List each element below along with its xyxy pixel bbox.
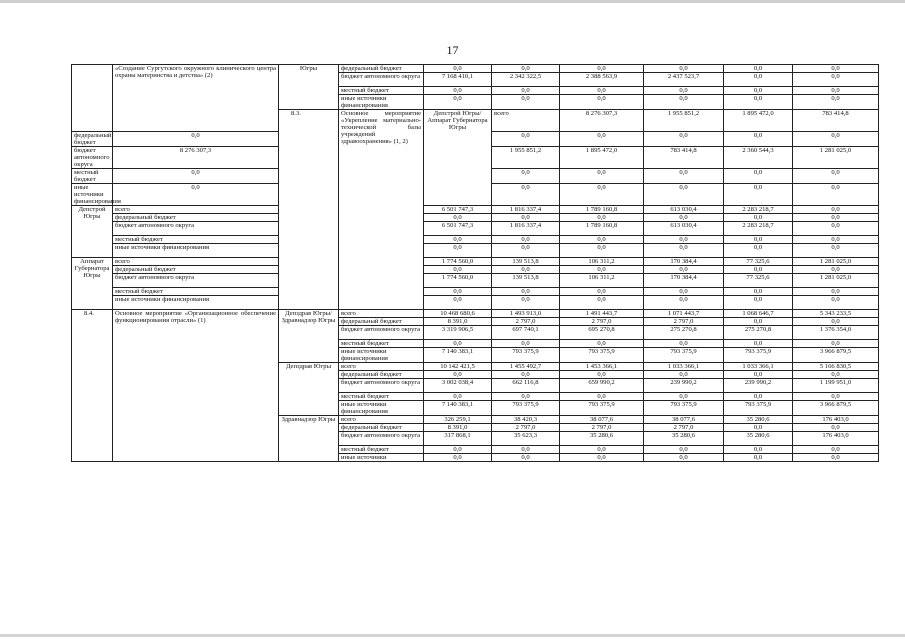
amount-cell: 0,0	[560, 393, 644, 401]
amount-cell: 0,0	[724, 184, 793, 206]
amount-cell: 793 375,9	[644, 348, 724, 363]
amount-cell: 0,0	[492, 87, 560, 95]
funding-source: федеральный бюджет	[339, 65, 424, 73]
scan-top-edge	[0, 0, 905, 3]
amount-cell: 7 140 383,1	[424, 401, 492, 416]
amount-cell: 0,0	[724, 371, 793, 379]
amount-cell: 0,0	[793, 454, 879, 462]
amount-cell: 662 116,8	[492, 379, 560, 393]
funding-source: всего	[339, 310, 424, 318]
funding-source: местный бюджет	[339, 393, 424, 401]
amount-cell: 0,0	[724, 95, 793, 110]
amount-cell: 0,0	[724, 424, 793, 432]
amount-cell: 0,0	[644, 214, 724, 222]
funding-source: иные источники финансирования	[113, 296, 279, 310]
table-body	[72, 65, 879, 462]
amount-cell: 2 360 544,3	[724, 147, 793, 169]
amount-cell: 1 376 354,0	[793, 326, 879, 340]
funding-source: федеральный бюджет	[113, 214, 279, 222]
amount-cell: 783 414,8	[644, 147, 724, 169]
table-row	[72, 288, 879, 296]
funding-source: местный бюджет	[339, 340, 424, 348]
amount-cell: 2 797,0	[492, 424, 560, 432]
amount-cell: 170 384,4	[644, 274, 724, 288]
amount-cell: 2 388 563,9	[560, 73, 644, 87]
amount-cell: 0,0	[424, 95, 492, 110]
amount-cell: 0,0	[793, 222, 879, 236]
amount-cell: 0,0	[113, 169, 279, 184]
amount-cell: 0,0	[492, 214, 560, 222]
funding-source: бюджет автономного округа	[113, 274, 279, 288]
amount-cell: 1 033 366,1	[724, 363, 793, 371]
amount-cell: 77 325,6	[724, 258, 793, 266]
amount-cell: 77 325,6	[724, 274, 793, 288]
amount-cell: 0,0	[793, 296, 879, 310]
executor: Депздрав Югры/ Здравнадзор Югры	[279, 310, 339, 363]
amount-cell: 0,0	[724, 340, 793, 348]
amount-cell: 0,0	[492, 65, 560, 73]
amount-cell: 0,0	[492, 169, 560, 184]
amount-cell: 0,0	[492, 393, 560, 401]
funding-source: местный бюджет	[113, 288, 279, 296]
amount-cell: 0,0	[560, 184, 644, 206]
amount-cell: 0,0	[793, 214, 879, 222]
amount-cell: 0,0	[560, 296, 644, 310]
amount-cell: 0,0	[644, 95, 724, 110]
amount-cell: 239 990,2	[644, 379, 724, 393]
amount-cell: 0,0	[560, 340, 644, 348]
amount-cell: 0,0	[560, 132, 644, 147]
amount-cell: 783 414,8	[793, 110, 879, 132]
amount-cell: 326 259,1	[424, 416, 492, 424]
funding-source: бюджет автономного округа	[72, 147, 113, 169]
funding-source: иные источники финансирования	[72, 184, 113, 206]
amount-cell: 0,0	[644, 340, 724, 348]
amount-cell: 2 797,0	[560, 424, 644, 432]
amount-cell: 0,0	[644, 296, 724, 310]
amount-cell: 0,0	[424, 340, 492, 348]
amount-cell: 1 895 472,0	[724, 110, 793, 132]
amount-cell: 0,0	[724, 214, 793, 222]
amount-cell: 0,0	[644, 288, 724, 296]
amount-cell: 0,0	[644, 132, 724, 147]
amount-cell: 2 342 322,5	[492, 73, 560, 87]
table-row	[72, 266, 879, 274]
amount-cell: 176 403,0	[793, 432, 879, 446]
funding-source: бюджет автономного округа	[339, 379, 424, 393]
amount-cell: 1 068 646,7	[724, 310, 793, 318]
amount-cell: 0,0	[724, 266, 793, 274]
amount-cell: 1 895 472,0	[560, 147, 644, 169]
amount-cell: 38 420,3	[492, 416, 560, 424]
amount-cell: 0,0	[644, 236, 724, 244]
funding-source: местный бюджет	[339, 87, 424, 95]
amount-cell: 0,0	[644, 244, 724, 258]
amount-cell: 0,0	[793, 318, 879, 326]
amount-cell: 0,0	[424, 454, 492, 462]
amount-cell: 0,0	[724, 393, 793, 401]
funding-source: иные источники финансирования	[339, 348, 424, 363]
table-row	[72, 236, 879, 244]
amount-cell: 1 071 443,7	[644, 310, 724, 318]
amount-cell: 0,0	[492, 236, 560, 244]
amount-cell: 0,0	[560, 266, 644, 274]
amount-cell: 0,0	[644, 184, 724, 206]
executor: Югры	[279, 65, 339, 110]
amount-cell: 8 391,0	[424, 318, 492, 326]
amount-cell: 35 623,3	[492, 432, 560, 446]
amount-cell: 0,0	[113, 132, 279, 147]
amount-cell: 0,0	[492, 244, 560, 258]
funding-source: всего	[113, 258, 279, 266]
item-number: 8.3.	[279, 110, 339, 310]
amount-cell: 697 740,1	[492, 326, 560, 340]
amount-cell: 659 990,2	[560, 379, 644, 393]
amount-cell: 106 311,2	[560, 274, 644, 288]
amount-cell: 0,0	[644, 169, 724, 184]
table-row	[72, 65, 879, 73]
amount-cell: 613 030,4	[644, 206, 724, 214]
amount-cell: 0,0	[560, 288, 644, 296]
amount-cell: 0,0	[793, 288, 879, 296]
amount-cell: 0,0	[644, 266, 724, 274]
funding-source: бюджет автономного округа	[339, 432, 424, 446]
funding-source: бюджет автономного округа	[339, 73, 424, 87]
amount-cell: 176 403,0	[793, 416, 879, 424]
funding-source: всего	[492, 110, 560, 132]
amount-cell: 35 280,6	[724, 432, 793, 446]
funding-source: федеральный бюджет	[72, 132, 113, 147]
amount-cell: 0,0	[724, 244, 793, 258]
amount-cell: 0,0	[492, 340, 560, 348]
amount-cell: 0,0	[724, 454, 793, 462]
amount-cell: 0,0	[424, 236, 492, 244]
scan-bottom-edge	[0, 634, 905, 637]
amount-cell: 1 033 366,1	[644, 363, 724, 371]
amount-cell: 1 816 337,4	[492, 206, 560, 214]
table-row	[72, 214, 879, 222]
amount-cell: 793 375,9	[560, 348, 644, 363]
amount-cell: 35 280,6	[724, 416, 793, 424]
amount-cell: 0,0	[793, 169, 879, 184]
amount-cell: 0,0	[724, 73, 793, 87]
amount-cell: 1 199 951,0	[793, 379, 879, 393]
amount-cell: 793 375,9	[724, 348, 793, 363]
amount-cell: 8 391,0	[424, 424, 492, 432]
amount-cell: 793 375,9	[492, 348, 560, 363]
amount-cell: 3 319 906,5	[424, 326, 492, 340]
amount-cell: 2 797,0	[492, 318, 560, 326]
amount-cell: 0,0	[492, 371, 560, 379]
amount-cell: 0,0	[560, 446, 644, 454]
funding-source: иные источники	[339, 454, 424, 462]
amount-cell: 106 311,2	[560, 258, 644, 266]
amount-cell: 793 375,9	[492, 401, 560, 416]
amount-cell: 0,0	[793, 371, 879, 379]
amount-cell: 1 491 443,7	[560, 310, 644, 318]
amount-cell: 0,0	[113, 184, 279, 206]
amount-cell: 695 270,8	[560, 326, 644, 340]
amount-cell: 2 797,0	[560, 318, 644, 326]
amount-cell: 0,0	[724, 87, 793, 95]
measure-name: «Создание Сургутского окружного клинического центра охраны материнства и детства» (2)	[113, 65, 279, 132]
table-row	[72, 222, 879, 236]
amount-cell: 1 774 560,0	[424, 258, 492, 266]
amount-cell: 0,0	[644, 65, 724, 73]
amount-cell: 0,0	[793, 95, 879, 110]
amount-cell: 0,0	[492, 95, 560, 110]
executor: Аппарат Губернатора Югры	[72, 258, 113, 310]
amount-cell: 7 140 383,1	[424, 348, 492, 363]
amount-cell: 793 375,9	[724, 401, 793, 416]
measure-name: Основное мероприятие «Организационное обеспечение функционирования отрасли» (1)	[113, 310, 279, 462]
amount-cell: 0,0	[793, 266, 879, 274]
amount-cell: 0,0	[424, 266, 492, 274]
amount-cell: 0,0	[644, 446, 724, 454]
amount-cell: 0,0	[793, 132, 879, 147]
amount-cell: 8 276 307,3	[113, 147, 279, 169]
amount-cell: 793 375,9	[644, 401, 724, 416]
funding-source: местный бюджет	[339, 446, 424, 454]
executor: Депстрой Югры	[72, 206, 113, 258]
amount-cell: 3 966 879,5	[793, 348, 879, 363]
amount-cell: 0,0	[424, 296, 492, 310]
amount-cell: 0,0	[560, 214, 644, 222]
amount-cell: 1 789 160,8	[560, 206, 644, 214]
amount-cell: 0,0	[793, 87, 879, 95]
amount-cell: 1 453 366,1	[560, 363, 644, 371]
amount-cell: 0,0	[424, 65, 492, 73]
amount-cell: 0,0	[424, 214, 492, 222]
amount-cell: 0,0	[793, 340, 879, 348]
item-number: 8.4.	[72, 310, 113, 462]
amount-cell: 0,0	[492, 446, 560, 454]
amount-cell: 0,0	[424, 393, 492, 401]
amount-cell: 0,0	[793, 206, 879, 214]
amount-cell: 1 816 337,4	[492, 222, 560, 236]
funding-source: иные источники финансирования	[339, 401, 424, 416]
page-number: 17	[446, 43, 459, 57]
amount-cell: 0,0	[793, 73, 879, 87]
funding-source: бюджет автономного округа	[113, 222, 279, 236]
executor: Здравнадзор Югры	[279, 416, 339, 462]
amount-cell: 0,0	[724, 132, 793, 147]
measure-name: Основное мероприятие «Укрепление материально-технической базы учреждений здравоохранения» (1, 2)	[339, 110, 424, 310]
amount-cell: 0,0	[560, 371, 644, 379]
table-row	[72, 296, 879, 310]
amount-cell: 2 797,0	[644, 318, 724, 326]
amount-cell: 35 280,6	[644, 432, 724, 446]
amount-cell: 0,0	[560, 65, 644, 73]
funding-source: федеральный бюджет	[339, 424, 424, 432]
executor: Депстрой Югры/ Аппарат Губернатора Югры	[424, 110, 492, 206]
amount-cell: 38 077,6	[560, 416, 644, 424]
amount-cell: 239 990,2	[724, 379, 793, 393]
amount-cell: 1 789 160,8	[560, 222, 644, 236]
amount-cell: 0,0	[793, 184, 879, 206]
amount-cell: 1 955 851,2	[644, 110, 724, 132]
amount-cell: 0,0	[560, 244, 644, 258]
table-row	[72, 274, 879, 288]
amount-cell: 0,0	[724, 236, 793, 244]
amount-cell: 613 030,4	[644, 222, 724, 236]
amount-cell: 275 270,8	[644, 326, 724, 340]
amount-cell: 2 437 523,7	[644, 73, 724, 87]
table-row	[72, 310, 879, 318]
amount-cell: 0,0	[424, 87, 492, 95]
amount-cell: 8 276 307,3	[560, 110, 644, 132]
amount-cell: 6 501 747,3	[424, 222, 492, 236]
funding-source: местный бюджет	[72, 169, 113, 184]
funding-source: федеральный бюджет	[339, 371, 424, 379]
amount-cell: 0,0	[424, 446, 492, 454]
amount-cell: 0,0	[724, 296, 793, 310]
amount-cell: 0,0	[793, 446, 879, 454]
amount-cell: 0,0	[560, 95, 644, 110]
amount-cell: 0,0	[492, 296, 560, 310]
amount-cell: 1 281 025,0	[793, 258, 879, 266]
amount-cell: 10 468 680,6	[424, 310, 492, 318]
funding-source: иные источники финансирования	[339, 95, 424, 110]
funding-source: федеральный бюджет	[339, 318, 424, 326]
amount-cell: 5 166 830,5	[793, 363, 879, 371]
funding-source: всего	[113, 206, 279, 214]
amount-cell: 0,0	[492, 266, 560, 274]
amount-cell: 170 384,4	[644, 258, 724, 266]
amount-cell: 1 455 492,7	[492, 363, 560, 371]
amount-cell: 793 375,9	[560, 401, 644, 416]
amount-cell: 1 774 560,0	[424, 274, 492, 288]
amount-cell: 6 501 747,3	[424, 206, 492, 214]
amount-cell: 0,0	[560, 236, 644, 244]
amount-cell: 1 281 025,0	[793, 274, 879, 288]
amount-cell: 2 797,0	[644, 424, 724, 432]
amount-cell: 0,0	[724, 318, 793, 326]
amount-cell: 139 513,8	[492, 274, 560, 288]
amount-cell: 0,0	[724, 65, 793, 73]
amount-cell: 0,0	[644, 87, 724, 95]
budget-table	[71, 64, 879, 462]
amount-cell: 0,0	[644, 393, 724, 401]
item-number	[72, 65, 113, 132]
executor: Депздрав Югры	[279, 363, 339, 416]
amount-cell: 7 168 410,1	[424, 73, 492, 87]
amount-cell: 0,0	[793, 393, 879, 401]
amount-cell: 0,0	[492, 132, 560, 147]
amount-cell: 0,0	[560, 454, 644, 462]
amount-cell: 0,0	[492, 454, 560, 462]
funding-source: местный бюджет	[113, 236, 279, 244]
amount-cell: 0,0	[793, 424, 879, 432]
amount-cell: 3 966 879,5	[793, 401, 879, 416]
amount-cell: 1 281 025,0	[793, 147, 879, 169]
funding-source: всего	[339, 363, 424, 371]
amount-cell: 0,0	[560, 169, 644, 184]
amount-cell: 0,0	[644, 454, 724, 462]
amount-cell: 10 142 421,5	[424, 363, 492, 371]
amount-cell: 1 955 851,2	[492, 147, 560, 169]
amount-cell: 0,0	[492, 288, 560, 296]
amount-cell: 0,0	[424, 244, 492, 258]
amount-cell: 2 283 218,7	[724, 222, 793, 236]
amount-cell: 0,0	[424, 288, 492, 296]
amount-cell: 0,0	[724, 169, 793, 184]
funding-source: всего	[339, 416, 424, 424]
amount-cell: 0,0	[560, 87, 644, 95]
table-row	[72, 258, 879, 266]
amount-cell: 1 493 913,0	[492, 310, 560, 318]
amount-cell: 38 077,6	[644, 416, 724, 424]
amount-cell: 5 343 233,5	[793, 310, 879, 318]
amount-cell: 139 513,8	[492, 258, 560, 266]
table-row	[72, 206, 879, 214]
amount-cell: 0,0	[724, 288, 793, 296]
amount-cell: 317 868,1	[424, 432, 492, 446]
amount-cell: 0,0	[424, 371, 492, 379]
amount-cell: 0,0	[793, 236, 879, 244]
amount-cell: 2 283 218,7	[724, 206, 793, 214]
funding-source: федеральный бюджет	[113, 266, 279, 274]
table-row	[72, 244, 879, 258]
amount-cell: 35 280,6	[560, 432, 644, 446]
amount-cell: 0,0	[793, 244, 879, 258]
funding-source: бюджет автономного округа	[339, 326, 424, 340]
funding-source: иные источники финансирования	[113, 244, 279, 258]
amount-cell: 3 002 038,4	[424, 379, 492, 393]
amount-cell: 0,0	[644, 371, 724, 379]
amount-cell: 0,0	[793, 65, 879, 73]
amount-cell: 275 270,8	[724, 326, 793, 340]
amount-cell: 0,0	[492, 184, 560, 206]
amount-cell: 0,0	[724, 446, 793, 454]
